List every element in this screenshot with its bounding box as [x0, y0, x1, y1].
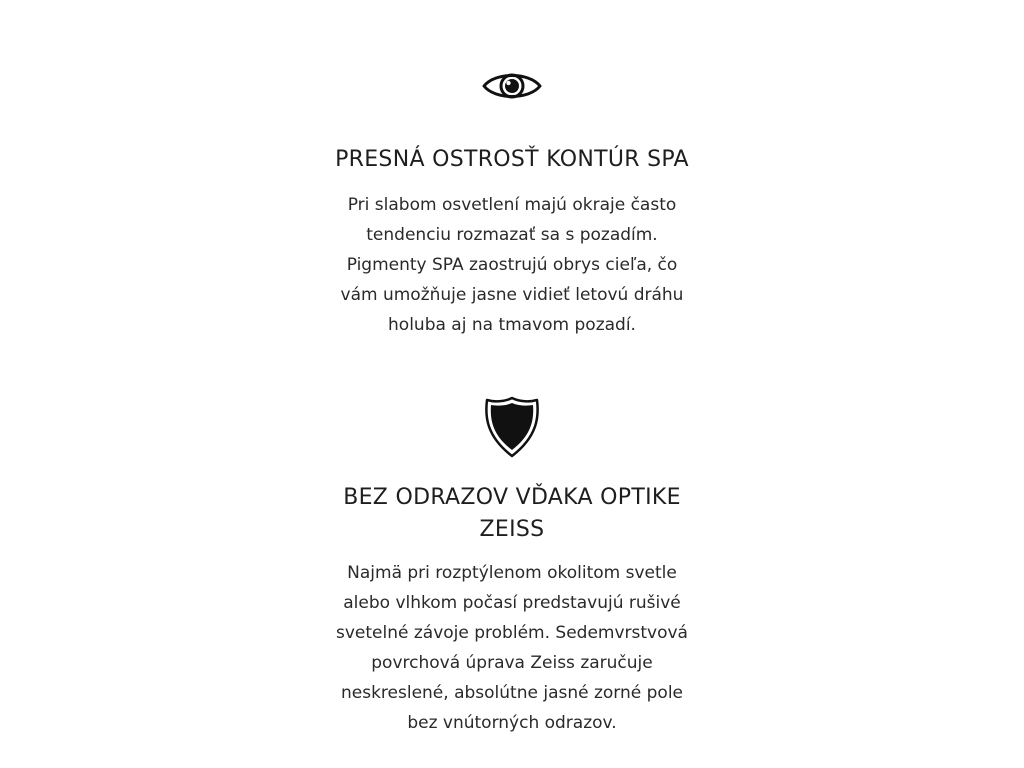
feature-title: BEZ ODRAZOV VĎAKA OPTIKE ZEISS: [343, 485, 681, 542]
feature-anti-reflection: [0, 396, 1024, 738]
shield-icon: [484, 396, 540, 458]
feature-description: Najmä pri rozptýlenom okolitom svetle alebo vlhkom počasí predstavujú rušivé svetelné závoje problém. Sedemvrstvová povrchová úprava Zeiss zaručuje neskreslené, absolútne jasné zorné pole bez vnútorných odrazov.: [336, 563, 688, 733]
eye-icon: [481, 68, 543, 104]
feature-sharpness: [0, 68, 1024, 340]
feature-title: PRESNÁ OSTROSŤ KONTÚR SPA: [335, 147, 689, 172]
feature-description: Pri slabom osvetlení majú okraje často tendenciu rozmazať sa s pozadím. Pigmenty SPA zaostrujú obrys cieľa, čo vám umožňuje jasne vidieť letovú dráhu holuba aj na tmavom pozadí.: [340, 195, 684, 335]
